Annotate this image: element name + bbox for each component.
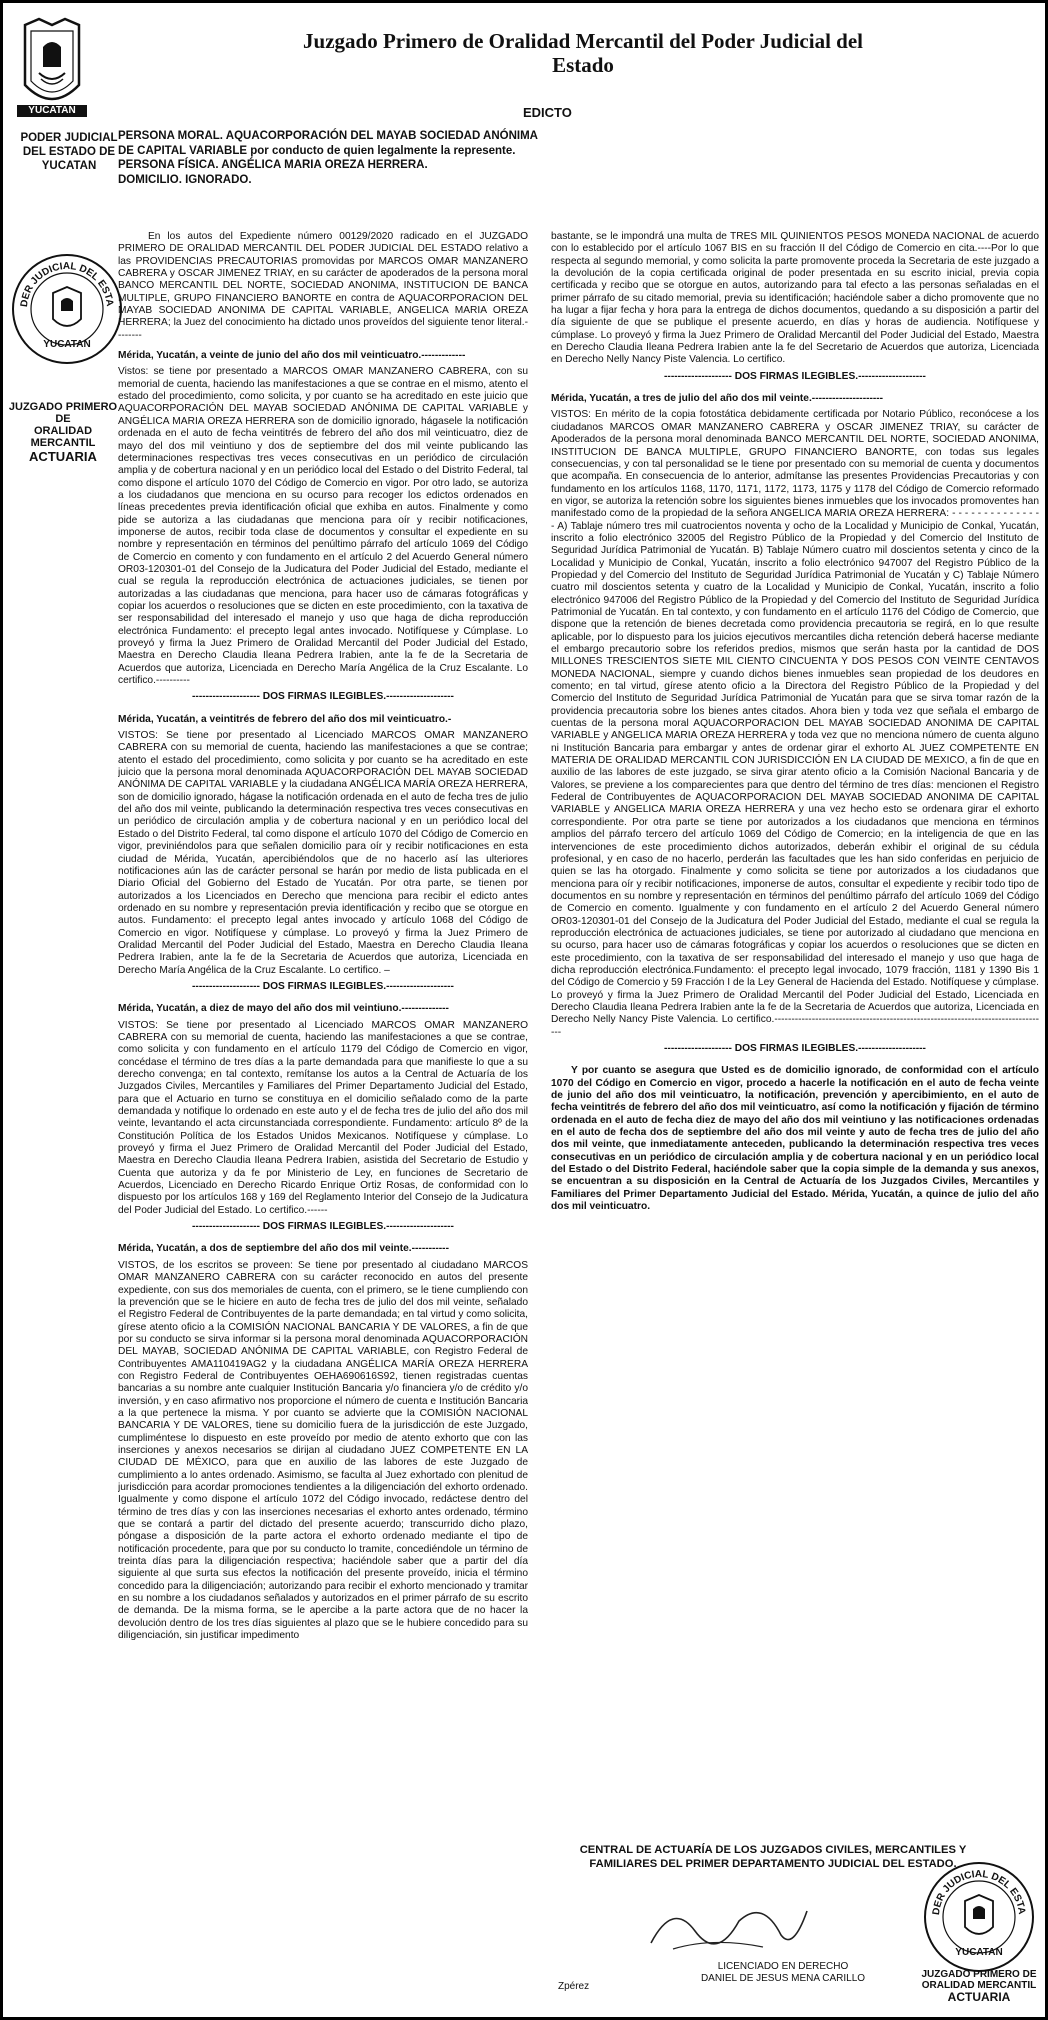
stamp-caption (7, 401, 119, 465)
stamp-bottom-text: YUCATAN (43, 339, 91, 350)
addressee-line: PERSONA FÍSICA. ANGÉLICA MARIA OREZA HERRERA. (118, 159, 428, 171)
signer-block (653, 1961, 913, 1985)
ruling-body: VISTOS: Se tiene por presentado al Licenciado MARCOS OMAR MANZANERO CABRERA con su memorial de cuenta, haciendo las manifestaciones a que se contrae, como solicita y con fundamento en el artículo 1179 del Código de Comercio en vigor, concédase el término de tres días a la parte demandada para que manifieste lo que a su derecho convenga; en tal contexto, remítanse los autos a la Central de Actuaría de los Juzgados Civiles, Mercantiles y Familiares del Primer Departamento Judicial del Estado, para que el Actuario en turno se constituya en el domicilio señalado como de la parte demandada y notifique lo ordenado en este auto y el de fecha tres de julio del año dos mil veinte, levantando el acta circunstanciada correspondiente. Fundamento: artículo 8º de la Constitución Política de los Estados Unidos Mexicanos. Notifíquese y cúmplase. Lo proveyó y firma el Juez Primero de Oralidad Mercantil del Poder Judicial del Estado, Maestra en Derecho Claudia Ileana Pedrera Irabien, asistida del Secretario de Estudio y Cuenta que autoriza y da fe por Ministerio de Ley, en funciones de Secretario de Acuerdos, Licenciado en Derecho Ricardo Enrique Ortiz Rosas, de conformidad con lo dispuesto por los artículos 168 y 169 del Reglamento Interior del Consejo de la Judicatura del Poder Judicial del Estado. Lo certifico.------ (118, 1019, 528, 1216)
ruling-body: Vistos: se tiene por presentado a MARCOS OMAR MANZANERO CABRERA, con su memorial de cuenta, haciendo las manifestaciones a que se contrae en el mismo, atento el estado del procedimiento, como solicita, y por cuanto se ha acreditado en este juicio que AQUACORPORACIÓN DEL MAYAB SOCIEDAD ANÓNIMA DE CAPITAL VARIABLE y ANGÉLICA MARIA OREZA HERRERA son de domicilio ignorado, hágasele la notificación ordenada en el auto de fecha veintitrés de febrero del año dos mil veinticuatro, diez de mayo del dos mil veintiuno y dos de septiembre del dos mil veinte publicando las determinaciones respectivas tres veces consecutivas en un periódico de circulación amplia y de cobertura nacional y en un periódico local del Estado o del Distrito Federal, tal como dispone el artículo 1070 del Código de Comercio en vigor. Por otro lado, se autoriza a los ciudadanos que menciona en su ocurso para recoger los edictos ordenados en líneas precedentes previa identificación oficial que exhiba en autos. Finalmente y como pide se autoriza a las ciudadanas que menciona para oír y recibir notificaciones, imponerse de autos, recibir toda clase de documentos y consultar el expediente en su nombre y representación en términos del penúltimo párrafo del artículo 1069 del Código de Comercio en comento y con fundamento en el artículo 2 del Acuerdo General número OR03-120301-01 del Consejo de la Judicatura del Poder Judicial del Estado, mediante el cual se regula la reproducción electrónica de actuaciones judiciales, se tienen por autorizadas a las ciudadanas que menciona, para hacer uso de cámaras fotográficas y copiar los acuerdos o resoluciones que se dicten en este procedimiento, con la taxativa de ser responsabilidad del interesado el manejo y uso que haga de dicha reproducción electrónica Fundamento: el precepto legal antes invocado. Notifíquese y Cúmplase. Lo proveyó y firma la Juez Primero de Oralidad Mercantil del Poder Judicial del Estado, Maestra en Derecho Claudia Ileana Pedrera Irabien, ante la fe de la Secretaria de Acuerdos que autoriza, Licenciada en Derecho María Angélica de la Cruz Escalante. Lo certifico.---------- (118, 366, 528, 687)
issuer-label-line: DEL ESTADO DE (22, 146, 116, 158)
closing-paragraph: Y por cuanto se asegura que Usted es de domicilio ignorado, de conformidad con el artículo 1070 del Código en Comercio en vigor, procedo a hacerle la notificación en el auto de fecha veinte de junio del año dos mil veinticuatro, la notificación, prevención y apercibimiento, en el auto de fecha veintitrés de febrero del año dos mil veinticuatro, así como la notificación y fijación de término ordenada en el auto de fecha diez de mayo del año dos mil veintiuno y las notificaciones ordenadas en el auto de fecha dos de septiembre del año dos mil veinte y auto de fecha tres de julio del año dos mil veinte, que inmediatamente anteceden, publicando la determinación respectiva tres veces consecutivas en un periódico de circulación amplia y de cobertura nacional y en un periódico local del Estado o del Distrito Federal, haciéndole saber que la copia simple de la demanda y sus anexos, se encuentran a su disposición en la Central de Actuaría de los Juzgados Civiles, Mercantiles y Familiares del Primer Departamento Judicial del Estado. Mérida, Yucatán, a quince de julio del año dos mil veinticuatro. (551, 1065, 1039, 1213)
court-title: Juzgado Primero de Oralidad Mercantil del Poder Judicial del Estado (303, 29, 863, 77)
stamp-caption-line: JUZGADO PRIMERO DE (8, 401, 118, 425)
actuary-office (563, 1843, 983, 1871)
actuary-office-line: FAMILIARES DEL PRIMER DEPARTAMENTO JUDICIAL DEL ESTADO. (589, 1858, 957, 1870)
ruling-body: VISTOS, de los escritos se proveen: Se tiene por presentado al ciudadano MARCOS OMAR MANZANERO CABRERA con su carácter reconocido en autos del presente expediente, con sus dos memoriales de cuenta, con el primero, se le tiene cumpliendo con la prevención que se le hiciere en auto de fecha tres de julio del dos mil veinte, señalado el Registro Federal de Contribuyentes de la parte demandada; en tal virtud y como solicita, gírese atento oficio a la COMISIÓN NACIONAL BANCARIA Y DE VALORES, a fin de que por su conducto se sirva informar si la persona moral denominada AQUACORPORACIÓN DEL MAYAB, SOCIEDAD ANÓNIMA DE CAPITAL VARIABLE, con Registro Federal de Contribuyentes AMA110419AG2 y la ciudadana ANGÉLICA MARÍA OREZA HERRERA con Registro Federal de Contribuyentes OEHA690616S92, tienen registradas cuentas bancarias a su nombre ante cualquier Institución Bancaria y/o financiera y/o de crédito y/o inversión, y en caso afirmativo nos proporcione el número de cuenta e Institución Bancaria a la que pertenece la misma. Y por cuanto se advierte que la COMISIÓN NACIONAL BANCARIA Y DE VALORES, tiene su domicilio fuera de la jurisdicción de este Juzgado, cumpliméntese lo dispuesto en este proveído por medio de atento exhorto que con las inserciones y anexos necesarios se dirijan al ciudadano JUEZ COMPETENTE EN LA CIUDAD DE MÉXICO, para que en auxilio de las labores de este Juzgado de cumplimiento a lo antes ordenado. Asimismo, se faculta al Juez exhortado con plenitud de jurisdicción para acordar promociones tendientes a la diligenciación del exhorto ordenado. Igualmente y como dispone el artículo 1072 del Código invocado, redáctese dentro del término de tres días y con las inserciones necesarias el exhorto antes ordenado, término que se contará a partir del dictado del presente acuerdo; transcurrido dicho plazo, póngase a disposición de la parte actora el exhorto ordenado mediante el tipo de notificación procedente, para que por su conducto lo tramite, concediéndole un término de treinta días para la diligenciación respectiva; haciéndole saber que a partir del día siguiente al que surta sus efectos la notificación del presente proveído, inicia el término concedido para la diligenciación; autorizando para recibir el exhorto mencionado y tramitar en su nombre a los ciudadanos señalados y autorizados en el primer párrafo de su escrito de demanda. De la misma forma, se le apercibe a la parte actora que de no hacer la devolución dentro de los tres días siguientes al plazo que se le hubiere concedido para su diligenciación, sin justificar impedimento (118, 1259, 528, 1642)
stamp-caption-line: ACTUARIA (29, 449, 97, 464)
intro-paragraph: En los autos del Expediente número 00129/2020 radicado en el JUZGADO PRIMERO DE ORALIDAD MERCANTIL DEL PODER JUDICIAL DEL ESTADO relativo a las PROVIDENCIAS PRECAUTORIAS promovidas por MARCOS OMAR MANZANERO CABRERA y OSCAR JIMENEZ TRIAY, en su carácter de apoderados de la persona moral BANCO MERCANTIL DEL NORTE, SOCIEDAD ANONIMA, INSTITUCION DE BANCA MULTIPLE, GRUPO FINANCIERO BANORTE en contra de AQUACORPORACION DEL MAYAB SOCIEDAD ANONIMA DE CAPITAL VARIABLE, ANGELICA MARIA OREZA HERRERA; la Juez del conocimiento ha dictado unos proveídos del siguiente tenor literal.-------- (118, 231, 528, 341)
seal-state-label: YUCATAN (28, 105, 76, 116)
document-type: EDICTO (523, 105, 572, 120)
coat-of-arms-icon (17, 15, 87, 117)
stamp-ring-text: DER JUDICIAL DEL ESTA (930, 1868, 1028, 1916)
stamp-caption-line: ORALIDAD MERCANTIL (921, 1980, 1037, 1991)
court-round-stamp-right (923, 1861, 1035, 1973)
left-column (118, 231, 528, 2011)
signatures-note: -------------------- DOS FIRMAS ILEGIBLES.-------------------- (664, 1043, 926, 1054)
addressee-block (118, 129, 548, 187)
stamp-caption-line: ORALIDAD MERCANTIL (30, 425, 96, 449)
signer-title: LICENCIADO EN DERECHO (717, 1961, 849, 1972)
stamp-ring-text: DER JUDICIAL DEL ESTA (18, 260, 116, 308)
ruling-body: VISTOS: Se tiene por presentado al Licenciado MARCOS OMAR MANZANERO CABRERA con su memorial de cuenta, haciendo las manifestaciones a que se contrae; atento el estado del procedimiento, como solicita y por cuanto se ha acreditado en este juicio que la persona moral denominada AQUACORPORACIÓN DEL MAYAB SOCIEDAD ANÓNIMA DE CAPITAL VARIABLE y la ciudadana ANGÉLICA MARÍA OREZA HERRERA, son de domicilio ignorado, hágase la notificación ordenada en el auto de fecha tres de julio del año dos mil veinte, publicando la determinación respectiva tres veces consecutivas en un periódico de circulación amplia y de cobertura nacional y en un periódico local del Estado o del Distrito Federal, tal como dispone el artículo 1070 del Código de Comercio en vigor, previniéndolos para que señalen domicilio para oír y recibir notificaciones en esta ciudad de Mérida, Yucatán, apercibiéndolos que de no hacerlo así las ulteriores notificaciones aún las de carácter personal se harán por medio de lista publicada en el Diario Oficial del Gobierno del Estado de Yucatán. Por otra parte, se tienen por autorizados a los Licenciados en Derecho que menciona para recibir el edicto antes ordenado en su nombre y representación previa identificación y recibo que se otorgue en autos. Fundamento: el precepto legal antes invocado y artículo 1068 del Código de Comercio en vigor. Notifíquese y cúmplase. Lo proveyó y firma la Juez Primero de Oralidad Mercantil del Poder Judicial del Estado, Maestra en Derecho Claudia Ileana Pedrera Irabien, ante la fe de la Secretaria de Acuerdos que autoriza, Licenciada en Derecho María Angélica de la Cruz Escalante. Lo certifico. – (118, 730, 528, 976)
ruling-date: Mérida, Yucatán, a veintitrés de febrero del año dos mil veinticuatro.- (118, 713, 452, 725)
stamp-caption-line: JUZGADO PRIMERO DE (921, 1969, 1037, 1980)
ruling-date: Mérida, Yucatán, a diez de mayo del año dos mil veintiuno.-------------- (118, 1003, 449, 1015)
issuer-label-line: PODER JUDICIAL (20, 132, 118, 144)
signer-name: DANIEL DE JESUS MENA CARILLO (700, 1973, 866, 1984)
state-coat-of-arms-seal (17, 15, 87, 133)
ruling-date: Mérida, Yucatán, a dos de septiembre del año dos mil veinte.----------- (118, 1243, 449, 1255)
court-round-stamp-left (11, 253, 123, 365)
signatures-note: -------------------- DOS FIRMAS ILEGIBLES.-------------------- (192, 1221, 454, 1233)
ruling-date: Mérida, Yucatán, a veinte de junio del año dos mil veinticuatro.------------- (118, 350, 466, 362)
addressee-line: DOMICILIO. IGNORADO. (118, 173, 252, 186)
stamp-caption-line: ACTUARIA (947, 1990, 1011, 2004)
stamp-bottom-text: YUCATAN (955, 1947, 1003, 1958)
handwritten-signature (643, 1891, 813, 1961)
ruling-body: VISTOS: En mérito de la copia fotostática debidamente certificada por Notario Público, reconócese a los ciudadanos MARCOS OMAR MANZANERO CABRERA y OSCAR JIMENEZ TRIAY, su carácter de Apoderados de la persona moral denominada BANCO MERCANTIL DEL NORTE, SOCIEDAD ANONIMA, INSTITUCION DE BANCA MULTIPLE, GRUPO FINANCIERO BANORTE, con todas sus legales consecuencias, y con tal personalidad se le tiene por presentado con su memorial de cuenta y documentos que acompaña. En consecuencia de lo anterior, admítanse las presentes Providencias Precautorias y con fundamento en los artículos 1168, 1170, 1171, 1172, 1173, 1175 y 1178 del Código de Comercio reformado en vigor, se autoriza la retención sobre los siguientes bienes inmuebles que los invocados promoventes han manifestado como de la propiedad de la señora ANGELICA MARIA OREZA HERRERA: - - - - - - - - - - - - - - - A) Tablaje número tres mil cuatrocientos noventa y ocho de la Localidad y Municipio de Conkal, Yucatán, inscrito a folio electrónico 32005 del Registro Público de la Propiedad y del Comercio del Instituto de Seguridad Jurídica Patrimonial de Yucatán. B) Tablaje Número cuatro mil doscientos setenta y cinco de la Localidad y Municipio de Conkal, Yucatán, inscrito a folio electrónico 947007 del Registro Público de la Propiedad y del Comercio del Instituto de Seguridad Jurídica Patrimonial de Yucatán y C) Tablaje Número cuatro mil doscientos setenta y cuatro de la Localidad y Municipio de Conkal, Yucatán, inscrito a folio electrónico 947006 del Registro Público de la Propiedad y del Comercio del Instituto de Seguridad Jurídica Patrimonial de Yucatán. En tal contexto, y con fundamento en el artículo 1176 del Código de Comercio, que dispone que la retención de bienes decretada como providencia precautoria se regirá, en lo que resulte aplicable, por lo dispuesto para los juicios ejecutivos mercantiles dicha retención deberá hacerse mediante el embargo precautorio sobre los referidos predios, mismos que serán hasta por la cantidad de DOS MILLONES TRESCIENTOS SIETE MIL CIENTO CINCUENTA Y DOS PESOS CON VEINTE CENTAVOS MONEDA NACIONAL, siempre y cuando dichos bienes inmuebles sean propiedad de los deudores en comento; en tal virtud, gírese atento oficio a la Directora del Registro Público de la Propiedad y del Comercio del Instituto de Seguridad Jurídica Patrimonial de Yucatán para que se sirva tomar razón de la providencia precautoria sobre los bienes antes citados. Ahora bien y toda vez que señala el embargo de cuentas de la persona moral AQUACORPORACION DEL MAYAB SOCIEDAD ANONIMA DE CAPITAL VARIABLE y ANGELICA MARIA OREZA HERRERA y toda vez que no menciona número de cuenta alguno ni Institución Bancaria para embargar y antes de ordenar girar el exhorto AL JUEZ COMPETENTE EN MATERIA DE ORALIDAD MERCANTIL CON JURISDICCIÓN EN LA CIUDAD DE MEXICO, a fin de que en auxilio de las labores de este juzgado, se sirva girar atento oficio a la Comisión Nacional Bancaria y de Valores, se previene a los comparecientes para que dentro del término de tres días: mencionen el Registro Federal de Contribuyentes de AQUACORPORACION DEL MAYAB SOCIEDAD ANONIMA DE CAPITAL VARIABLE y ANGELICA MARIA OREZA HERRERA y una vez hecho esto se ordenara girar el exhorto correspondiente. Por otra parte se tiene por autorizados a los ciudadanos que menciona en términos amplios del párrafo tercero del artículo 1069 del Código de Comercio; en la inteligencia de que en las intervenciones de este procedimiento dichos autorizados, deberán exhibir el original de su cédula profesional, y en caso de no hacerlo, perderán las facultades que les han sido conferidas en perjuicio de quien se las ha otorgado. Finalmente y como solicita se tiene por autorizados a los ciudadanos que menciona para oír y recibir notificaciones, imponerse de autos, consultar el expediente y recibir todo tipo de documentos en su nombre y representación en términos del penúltimo párrafo del artículo 1069 del Código de Comercio en comento. Igualmente y con fundamento en el artículo 2 del Acuerdo General número OR03-120301-01 del Consejo de la Judicatura del Poder Judicial del Estado, mediante el cual se regula la reproducción electrónica de actuaciones judiciales, se tiene por autorizado al ciudadano que menciona en su ocurso, para hacer uso de cámaras fotográficas y copiar los acuerdos o resoluciones que se dicten en este procedimiento, con la taxativa de ser responsabilidad del interesado el manejo y uso que haga de dicha reproducción electrónica.Fundamento: el precepto legal invocado, 1079 fracción, 1181 y 1390 Bis 1 del Código de Comercio y 59 Fracción I de la Ley General de Hacienda del Estado. Notifíquese y cúmplase. Lo proveyó y firma la Juez Primero de Oralidad Mercantil del Poder Judicial del Estado, Licenciada en Derecho Claudia Ileana Pedrera Irabien ante la fe de la Secretaria de Acuerdos que autoriza, Licenciada en Derecho Nelly Nancy Piste Valencia. Lo certifico.--------------------------------------------------------------------------------- (551, 409, 1039, 1038)
issuer-label-line: YUCATAN (41, 160, 97, 172)
typist-initials: Zpérez (558, 1981, 590, 1992)
signatures-note: -------------------- DOS FIRMAS ILEGIBLES.-------------------- (664, 370, 926, 382)
issuer-label (19, 131, 119, 173)
signatures-note: -------------------- DOS FIRMAS ILEGIBLES.-------------------- (192, 980, 454, 992)
actuary-office-line: CENTRAL DE ACTUARÍA DE LOS JUZGADOS CIVILES, MERCANTILES Y (579, 1844, 967, 1856)
stamp-caption (921, 1969, 1037, 2004)
ruling-body: bastante, se le impondrá una multa de TRES MIL QUINIENTOS PESOS MONEDA NACIONAL de acuerdo con lo establecido por el artículo 1067 BIS en su fracción II del Código de Comercio en cita.----Por lo que respecta al segundo memorial, y como solicita la parte promovente procedа la Secretaria de este juzgado a la devolución de la copia certificada original de poder presentada en su escrito inicial, previa copia certificada y recibo que se otorgue en autos, autorizando para tal efecto a las personas señaladas en el primer párrafo de su citado memorial, previa su identificación; haciéndole saber a dicho promovente que no ha lugar a fijar fecha y hora para la entrega de dichos documentos, quedando a su disposición a partir del día siguiente de que se publique el presente acuerdo, en días y horas de audiencia. Notifíquese y cúmplase. Lo proveyó y firma la Juez Primero de Oralidad Mercantil del Poder Judicial del Estado, Maestra en Derecho Claudia Ileana Pedrera Irabien ante la fe del Secretario de Acuerdos que autoriza, Licenciada en Derecho Nelly Nancy Piste Valencia. Lo certifico. (551, 231, 1039, 366)
ruling-date: Mérida, Yucatán, a tres de julio del año dos mil veinte.--------------------- (551, 393, 884, 405)
signatures-note: -------------------- DOS FIRMAS ILEGIBLES.-------------------- (192, 691, 454, 703)
addressee-line: PERSONA MORAL. AQUACORPORACIÓN DEL MAYAB SOCIEDAD ANÓNIMA DE CAPITAL VARIABLE por conducto de quien legalmente la represente. (118, 130, 538, 157)
right-column (551, 231, 1039, 1651)
